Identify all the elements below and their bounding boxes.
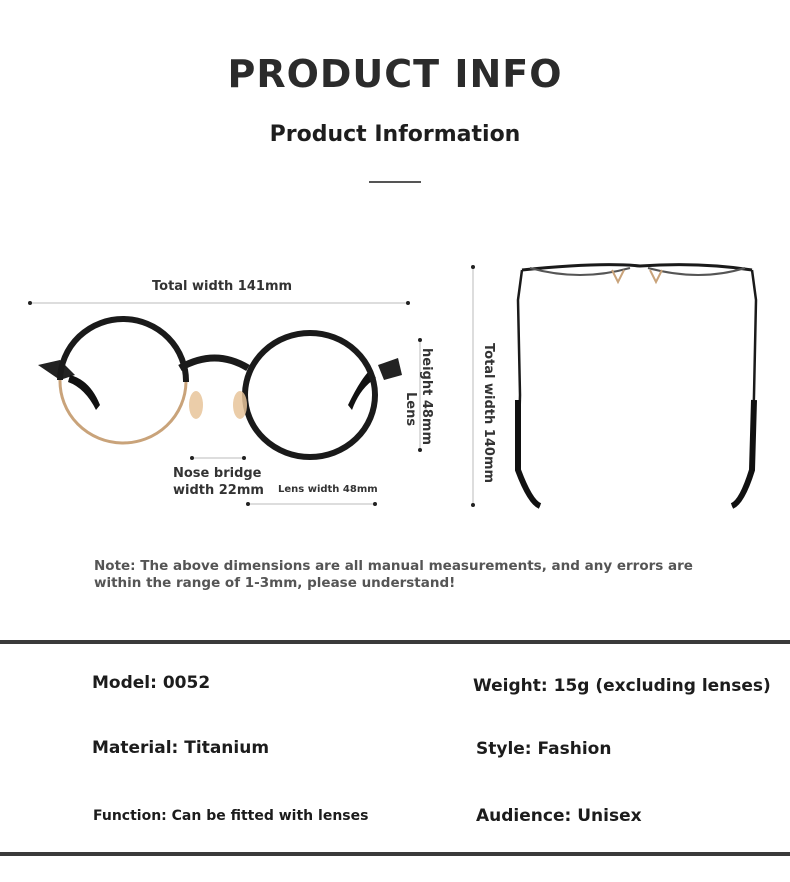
side-total-width-label: Total width 140mm — [481, 343, 496, 484]
spec-bottom-divider — [0, 852, 790, 856]
lens-width-label: Lens width 48mm — [278, 484, 378, 495]
title-divider — [369, 181, 421, 183]
lens-height-label-2: height 48mm — [419, 348, 434, 446]
page-subtitle: Product Information — [269, 122, 521, 147]
left-nose-pad — [189, 391, 203, 419]
measurement-note: Note: The above dimensions are all manual measurements, and any errors are within the range of 1-3mm, please understand! — [94, 558, 693, 591]
left-rim-bottom — [60, 380, 186, 443]
glasses-front-view — [0, 240, 790, 530]
right-hinge — [378, 358, 402, 380]
spec-function: Function: Can be fitted with lenses — [93, 808, 369, 824]
left-temple-tip — [68, 375, 100, 410]
spec-material: Material: Titanium — [92, 738, 270, 758]
spec-weight: Weight: 15g (excluding lenses) — [473, 676, 771, 696]
right-nose-pad — [233, 391, 247, 419]
nose-bridge-label-2: width 22mm — [173, 483, 264, 498]
spec-top-divider — [0, 640, 790, 644]
page-title: PRODUCT INFO — [227, 52, 563, 96]
lens-height-label-1: Lens — [403, 392, 418, 427]
nose-bridge-label-1: Nose bridge — [173, 466, 262, 481]
glasses-top-view — [518, 265, 756, 506]
left-rim-top — [60, 319, 186, 382]
spec-style: Style: Fashion — [476, 739, 612, 759]
spec-model: Model: 0052 — [92, 673, 211, 693]
spec-audience: Audience: Unisex — [476, 806, 642, 826]
total-width-label: Total width 141mm — [152, 279, 293, 294]
bridge — [180, 358, 248, 368]
